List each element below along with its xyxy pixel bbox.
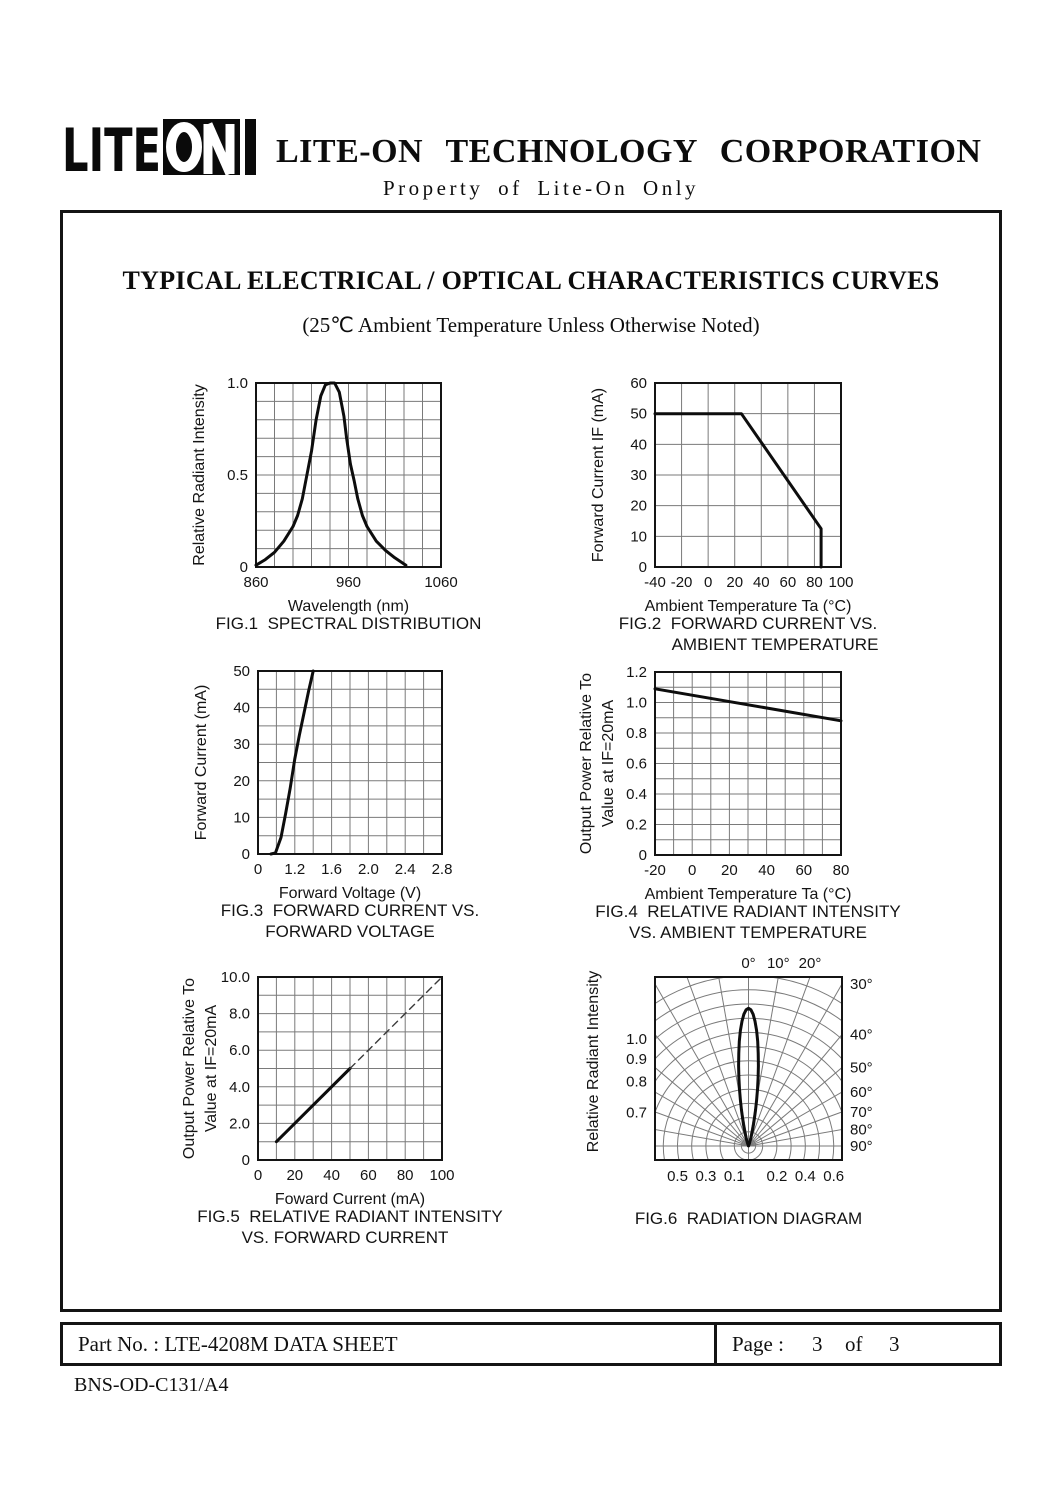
doc-code: BNS-OD-C131/A4 — [74, 1374, 229, 1396]
logo-lite-text: LITE — [62, 116, 161, 182]
fig2-chart — [590, 375, 878, 654]
svg-text:20: 20 — [286, 1167, 304, 1184]
svg-text:30: 30 — [630, 467, 647, 484]
svg-text:2.0: 2.0 — [357, 861, 379, 878]
page-of-label: of — [845, 1332, 863, 1356]
svg-text:60: 60 — [360, 1167, 377, 1184]
svg-text:60: 60 — [779, 574, 797, 591]
svg-text:1.2: 1.2 — [626, 664, 647, 681]
svg-text:860: 860 — [243, 574, 269, 591]
part-number: Part No. : LTE-4208M DATA SHEET — [78, 1332, 398, 1356]
svg-text:0: 0 — [253, 861, 263, 878]
svg-text:AMBIENT TEMPERATURE: AMBIENT TEMPERATURE — [671, 635, 879, 654]
svg-text:0.8: 0.8 — [626, 1073, 647, 1091]
fig4-chart — [578, 664, 901, 942]
svg-text:Output Power Relative To: Output Power Relative To — [578, 672, 595, 855]
svg-text:40: 40 — [233, 699, 250, 717]
sheet-title: TYPICAL ELECTRICAL / OPTICAL CHARACTERISTICS CURVES — [122, 266, 940, 295]
svg-text:FORWARD VOLTAGE: FORWARD VOLTAGE — [265, 922, 435, 941]
svg-text:0.4: 0.4 — [794, 1168, 816, 1185]
svg-text:0.9: 0.9 — [626, 1050, 647, 1068]
svg-text:10: 10 — [233, 809, 250, 827]
svg-text:0: 0 — [239, 559, 248, 576]
svg-text:1.2: 1.2 — [284, 861, 306, 878]
svg-text:1060: 1060 — [424, 574, 458, 591]
svg-text:FIG.6 RADIATION DIAGRAM: FIG.6 RADIATION DIAGRAM — [634, 1209, 863, 1228]
svg-text:50°: 50° — [850, 1059, 873, 1077]
svg-text:50: 50 — [233, 663, 250, 680]
svg-text:Output Power Relative To: Output Power Relative To — [181, 977, 198, 1160]
svg-text:0.3: 0.3 — [695, 1168, 717, 1185]
svg-text:Wavelength (nm): Wavelength (nm) — [287, 598, 410, 615]
svg-text:30: 30 — [233, 736, 250, 754]
svg-text:Ambient Temperature Ta (°C): Ambient Temperature Ta (°C) — [644, 598, 852, 615]
svg-text:40°: 40° — [850, 1026, 873, 1044]
svg-text:40: 40 — [752, 574, 770, 591]
sheet-subtitle: (25℃ Ambient Temperature Unless Otherwise Noted) — [302, 313, 760, 337]
svg-text:Forward Voltage (V): Forward Voltage (V) — [278, 885, 422, 902]
svg-text:1.6: 1.6 — [321, 861, 343, 878]
page-current: 3 — [812, 1332, 823, 1356]
svg-text:10: 10 — [630, 528, 647, 546]
svg-text:0.2: 0.2 — [766, 1168, 788, 1185]
svg-text:40: 40 — [630, 436, 647, 454]
page-cell — [714, 1325, 999, 1363]
svg-text:FIG.4 RELATIVE RADIANT INTENS: FIG.4 RELATIVE RADIANT INTENSITY — [595, 902, 901, 921]
svg-text:20: 20 — [630, 497, 647, 515]
svg-text:0.7: 0.7 — [626, 1104, 647, 1122]
svg-text:Ambient Temperature Ta (°C): Ambient Temperature Ta (°C) — [644, 886, 852, 903]
svg-text:VS. FORWARD CURRENT: VS. FORWARD CURRENT — [241, 1228, 449, 1247]
svg-text:60: 60 — [795, 862, 813, 879]
svg-text:0: 0 — [253, 1167, 263, 1184]
svg-text:20: 20 — [726, 574, 744, 591]
svg-text:6.0: 6.0 — [229, 1042, 250, 1060]
property-line: Property of Lite-On Only — [383, 176, 700, 200]
svg-text:40: 40 — [758, 862, 775, 879]
svg-text:80: 80 — [806, 574, 823, 591]
svg-text:Foward Current (mA): Foward Current (mA) — [274, 1191, 426, 1208]
svg-text:0: 0 — [638, 559, 647, 576]
svg-text:80°: 80° — [850, 1121, 873, 1139]
svg-text:8.0: 8.0 — [229, 1005, 250, 1023]
svg-text:90°: 90° — [850, 1138, 873, 1155]
svg-text:FIG.2 FORWARD CURRENT VS.: FIG.2 FORWARD CURRENT VS. — [618, 614, 878, 633]
svg-text:0.6: 0.6 — [626, 755, 647, 773]
svg-text:Value at IF=20mA: Value at IF=20mA — [600, 699, 617, 828]
svg-text:100: 100 — [828, 574, 854, 591]
svg-text:60°: 60° — [850, 1084, 873, 1102]
svg-text:FIG.5 RELATIVE RADIANT INTENS: FIG.5 RELATIVE RADIANT INTENSITY — [197, 1207, 503, 1226]
svg-text:Relative Radiant Intensity: Relative Radiant Intensity — [585, 970, 602, 1153]
fig5-chart — [181, 969, 503, 1247]
svg-text:1.0: 1.0 — [626, 1031, 647, 1049]
svg-text:4.0: 4.0 — [229, 1078, 250, 1096]
svg-text:80: 80 — [832, 862, 850, 879]
svg-text:100: 100 — [429, 1167, 455, 1184]
svg-text:0.5: 0.5 — [227, 467, 248, 484]
svg-text:80: 80 — [396, 1167, 414, 1184]
svg-text:Value at IF=20mA: Value at IF=20mA — [203, 1004, 220, 1133]
page-label: Page : — [732, 1332, 784, 1356]
svg-text:40: 40 — [323, 1167, 340, 1184]
svg-text:2.4: 2.4 — [394, 861, 416, 878]
fig3-chart — [193, 663, 479, 941]
svg-text:FIG.3 FORWARD CURRENT VS.: FIG.3 FORWARD CURRENT VS. — [220, 901, 480, 920]
svg-text:0: 0 — [241, 846, 250, 863]
svg-text:0: 0 — [703, 574, 713, 591]
company-title: LITE-ON TECHNOLOGY CORPORATION — [276, 133, 982, 170]
svg-text:30°: 30° — [850, 976, 873, 994]
svg-text:20°: 20° — [798, 955, 822, 972]
svg-text:FIG.1 SPECTRAL DISTRIBUTION: FIG.1 SPECTRAL DISTRIBUTION — [215, 614, 482, 633]
svg-text:0.1: 0.1 — [723, 1168, 745, 1185]
svg-text:-20: -20 — [670, 574, 693, 591]
svg-text:2.0: 2.0 — [229, 1115, 250, 1133]
svg-text:60: 60 — [630, 375, 647, 392]
svg-text:960: 960 — [335, 574, 362, 591]
svg-text:20: 20 — [721, 862, 738, 879]
svg-text:0.6: 0.6 — [823, 1168, 845, 1185]
svg-text:70°: 70° — [850, 1103, 873, 1121]
svg-text:0: 0 — [688, 862, 697, 879]
svg-text:0.2: 0.2 — [626, 816, 647, 834]
svg-text:0: 0 — [638, 847, 647, 864]
footer-box — [60, 1322, 1002, 1366]
svg-text:Relative Radiant Intensity: Relative Radiant Intensity — [191, 384, 208, 566]
svg-text:50: 50 — [630, 405, 647, 423]
svg-text:1.0: 1.0 — [626, 694, 647, 712]
svg-text:-40: -40 — [644, 574, 666, 591]
svg-text:10.0: 10.0 — [220, 969, 250, 986]
svg-text:-20: -20 — [644, 862, 666, 879]
svg-text:VS. AMBIENT TEMPERATURE: VS. AMBIENT TEMPERATURE — [628, 923, 868, 942]
svg-text:0: 0 — [241, 1152, 250, 1169]
fig1-chart — [191, 375, 481, 633]
svg-text:Forward Current IF (mA): Forward Current IF (mA) — [590, 387, 607, 563]
svg-text:0.8: 0.8 — [626, 725, 647, 742]
svg-text:2.8: 2.8 — [431, 861, 453, 878]
svg-text:0.5: 0.5 — [667, 1168, 688, 1185]
svg-text:0°: 0° — [741, 955, 756, 972]
svg-text:Forward Current (mA): Forward Current (mA) — [193, 684, 210, 841]
svg-text:0.4: 0.4 — [626, 786, 647, 803]
svg-text:10°: 10° — [766, 955, 790, 972]
page-total: 3 — [889, 1332, 900, 1356]
svg-text:1.0: 1.0 — [227, 375, 248, 392]
svg-text:20: 20 — [233, 772, 250, 790]
